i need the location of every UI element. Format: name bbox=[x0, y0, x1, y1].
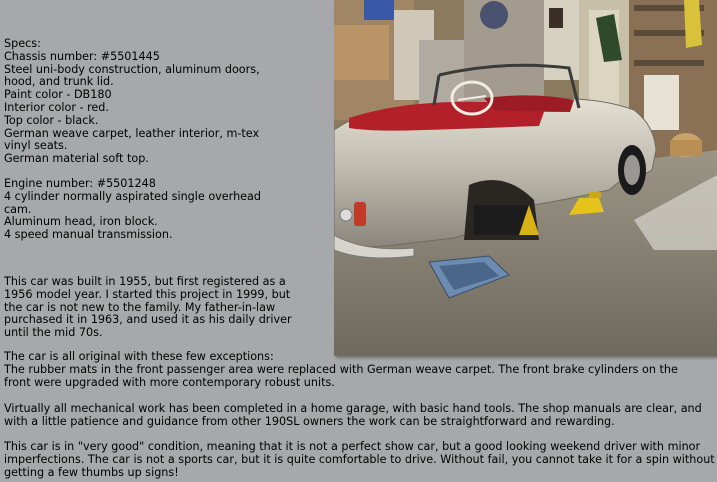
history-line: until the mid 70s. bbox=[4, 326, 103, 340]
engine-line: 4 cylinder normally aspirated single overhead bbox=[4, 189, 262, 203]
exceptions-paragraph bbox=[4, 364, 717, 390]
specs-line: vinyl seats. bbox=[4, 139, 68, 153]
condition-paragraph bbox=[4, 441, 717, 479]
history-line: the car is not new to the family. My father-in-law bbox=[4, 300, 276, 314]
specs-line: Paint color - DB180 bbox=[4, 88, 112, 102]
mechanical-line: Virtually all mechanical work has been completed in a home garage, with basic hand tools. The shop manuals are clear, and bbox=[4, 403, 702, 415]
condition-line: This car is in "very good" condition, meaning that it is not a perfect show car, but a good looking weekend driver with minor bbox=[4, 441, 701, 453]
condition-line: getting a few thumbs up signs! bbox=[4, 465, 179, 479]
specs-line: Chassis number: #5501445 bbox=[4, 49, 160, 63]
specs-line: Specs: bbox=[4, 37, 41, 50]
history-line: This car was built in 1955, but first registered as a bbox=[4, 275, 286, 288]
specs-line: German weave carpet, leather interior, m-tex bbox=[4, 126, 260, 140]
mechanical-line: with a little patience and guidance from other 190SL owners the work can be straightforward and rewarding. bbox=[4, 414, 615, 428]
engine-line: 4 speed manual transmission. bbox=[4, 228, 173, 242]
engine-section bbox=[4, 178, 334, 242]
specs-section bbox=[4, 38, 334, 166]
specs-line: Top color - black. bbox=[4, 113, 99, 127]
history-paragraph bbox=[4, 276, 316, 340]
specs-line: Steel uni-body construction, aluminum doors, bbox=[4, 62, 260, 76]
car-photo-graphic bbox=[334, 0, 717, 356]
exceptions-line: The rubber mats in the front passenger area were replaced with German weave carpet. The front brake cylinders on the bbox=[4, 364, 678, 376]
exceptions-intro-text: The car is all original with these few exceptions: bbox=[4, 350, 274, 363]
car-photo bbox=[334, 0, 717, 356]
engine-line: cam. bbox=[4, 202, 32, 216]
specs-line: Interior color - red. bbox=[4, 100, 109, 114]
history-line: 1956 model year. I started this project in 1999, but bbox=[4, 287, 291, 301]
mechanical-paragraph bbox=[4, 403, 717, 429]
engine-line: Aluminum head, iron block. bbox=[4, 215, 158, 229]
engine-line: Engine number: #5501248 bbox=[4, 177, 156, 190]
specs-line: German material soft top. bbox=[4, 152, 149, 166]
exceptions-line: front were upgraded with more contemporary robust units. bbox=[4, 375, 335, 389]
history-line: purchased it in 1963, and used it as his daily driver bbox=[4, 313, 292, 327]
exceptions-intro bbox=[4, 351, 334, 364]
condition-line: imperfections. The car is not a sports car, but it is quite comfortable to drive. Without fail, you cannot take it for a spin without bbox=[4, 452, 715, 466]
specs-line: hood, and trunk lid. bbox=[4, 75, 114, 89]
